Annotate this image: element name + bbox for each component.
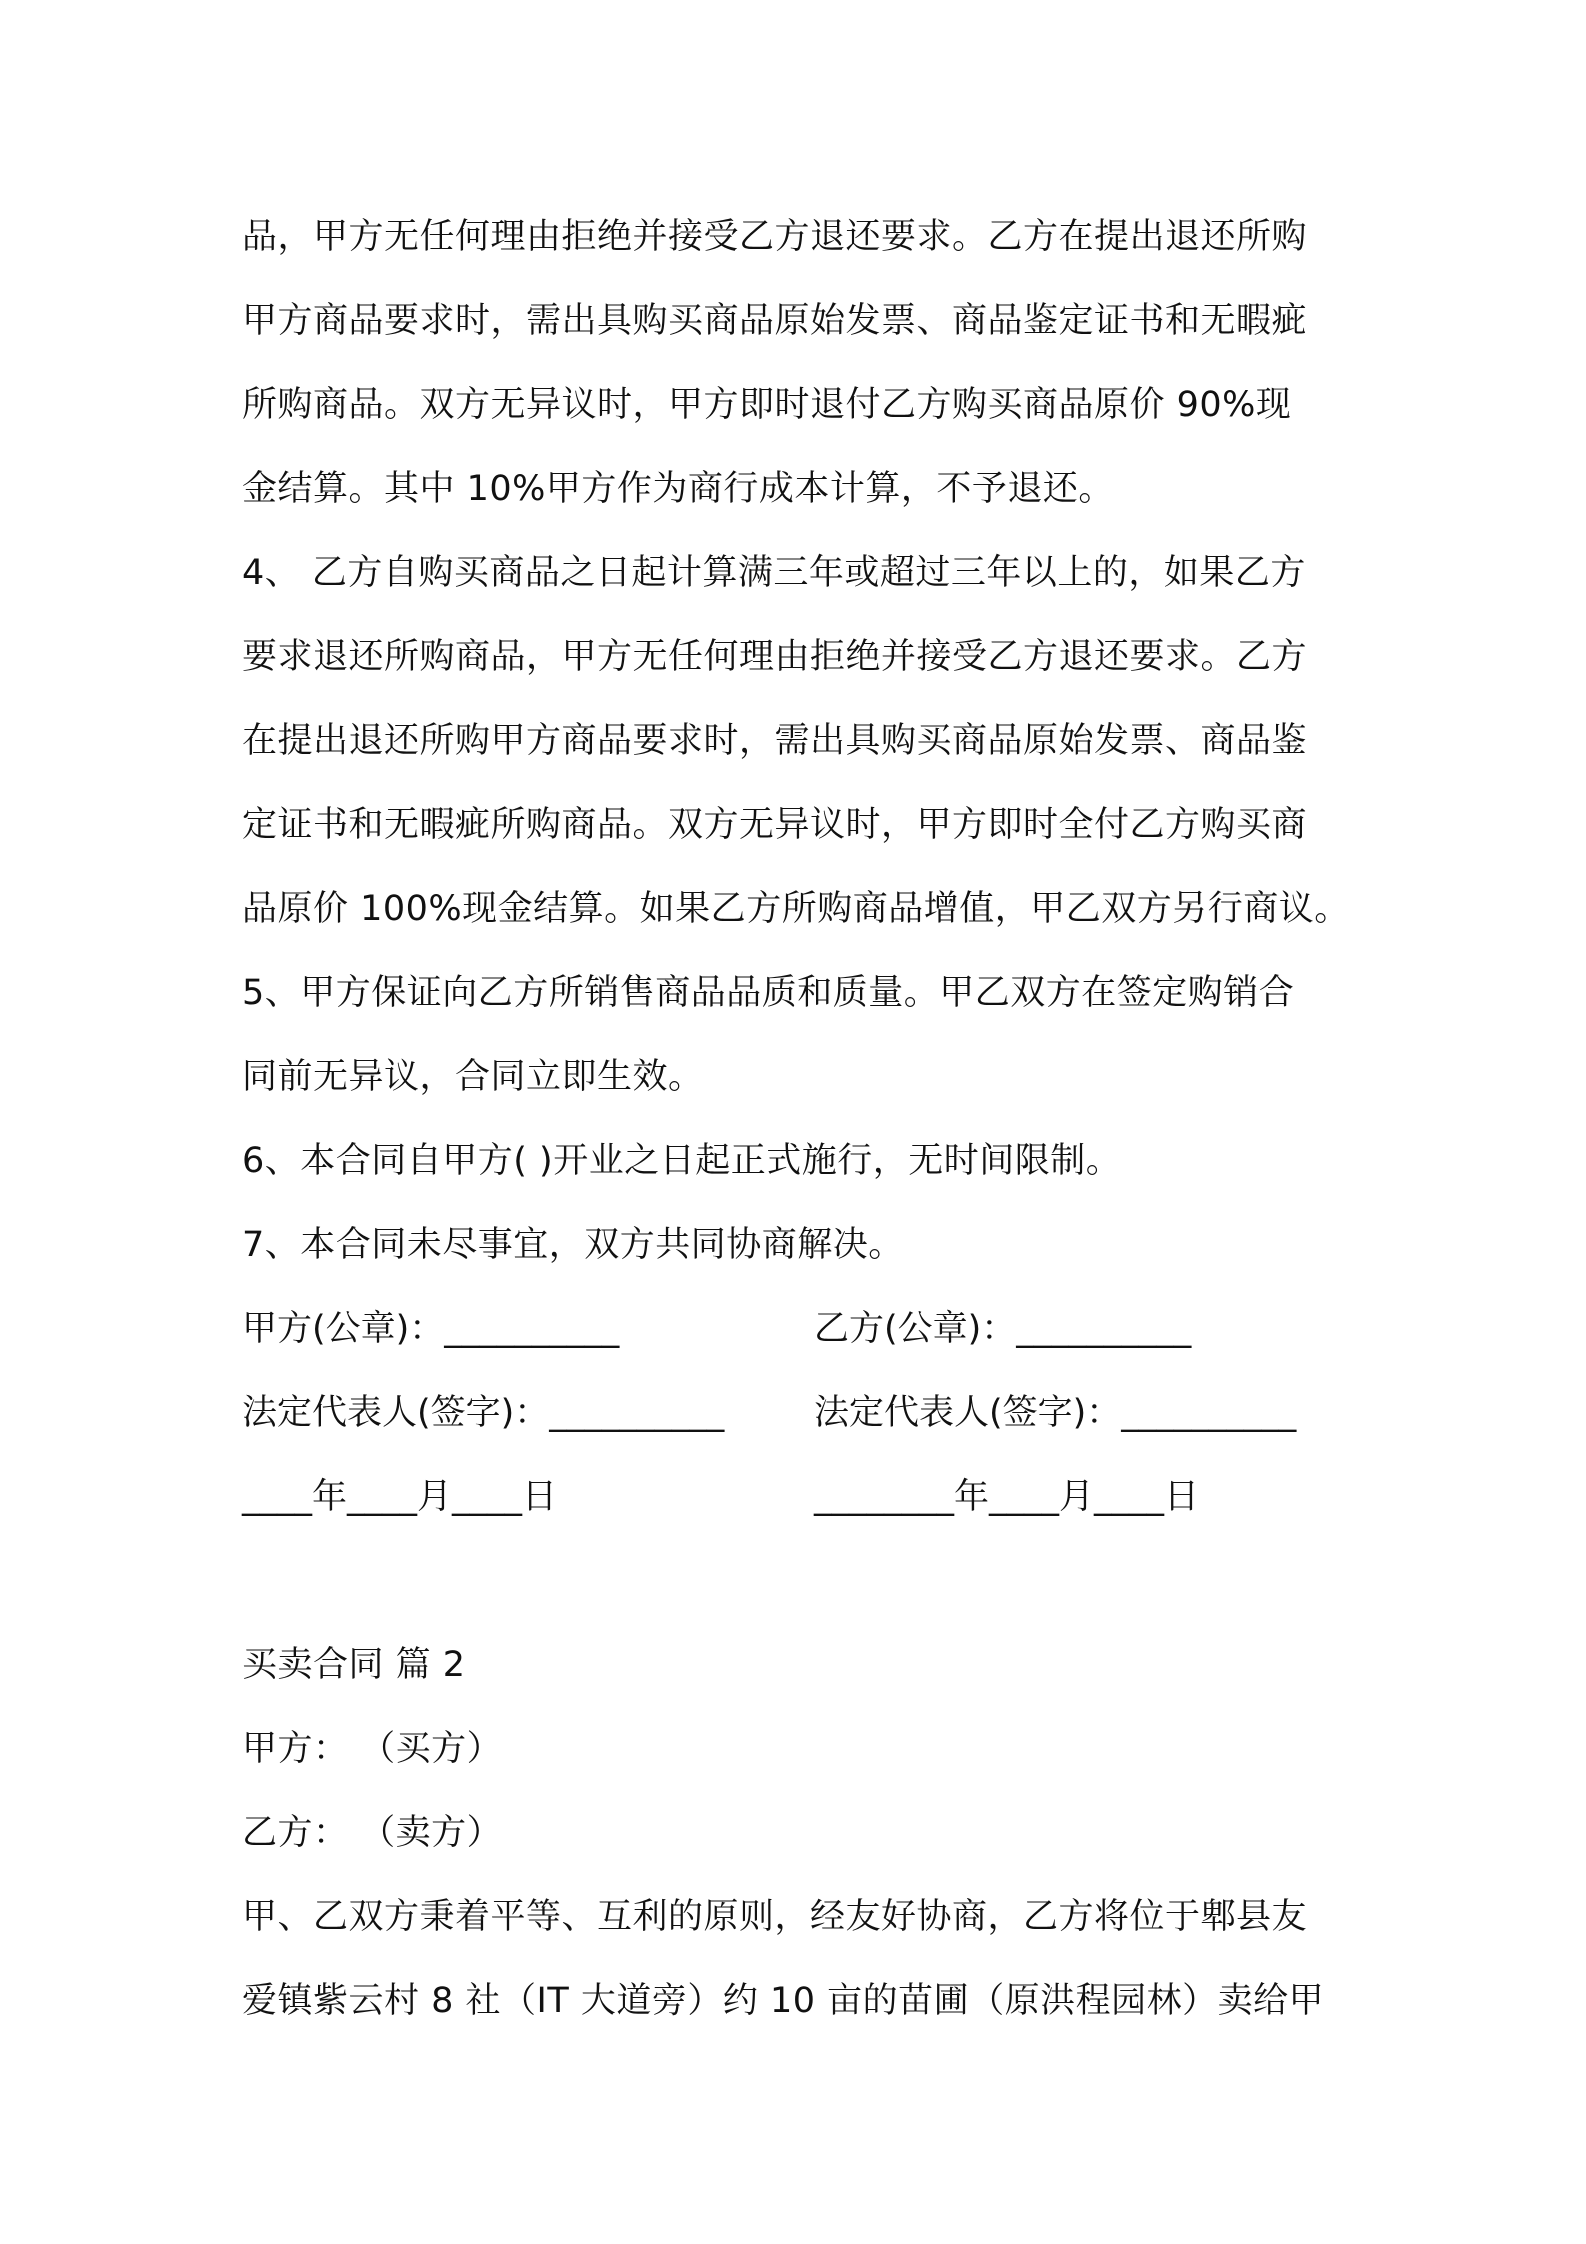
clause-4-line: 品原价 100%现金结算。如果乙方所购商品增值，甲乙双方另行商议。 [242,889,1350,929]
section-2 [242,1623,1354,2043]
section-gap [242,1539,1354,1623]
party-b-date-field: ________年____月____日 [814,1477,1200,1517]
clause-4-line: 要求退还所购商品，甲方无任何理由拒绝并接受乙方退还要求。乙方 [242,637,1308,677]
clause-4-line: 在提出退还所购甲方商品要求时，需出具购买商品原始发票、商品鉴 [242,721,1308,761]
body-line: 甲方商品要求时，需出具购买商品原始发票、商品鉴定证书和无暇疵 [242,301,1308,341]
clause-7-line: 7、本合同未尽事宜，双方共同协商解决。 [242,1225,904,1265]
date-row [242,1455,1354,1539]
party-b-line: 乙方： （卖方） [242,1813,503,1853]
section-2-body-line: 甲、乙双方秉着平等、互利的原则，经友好协商，乙方将位于郫县友 [242,1897,1308,1937]
document-page [242,195,1354,2043]
section-2-body-line: 爱镇紫云村 8 社（IT 大道旁）约 10 亩的苗圃（原洪程园林）卖给甲 [242,1981,1325,2021]
clause-4-line: 4、 乙方自购买商品之日起计算满三年或超过三年以上的，如果乙方 [242,553,1306,593]
body-line: 金结算。其中 10%甲方作为商行成本计算，不予退还。 [242,469,1114,509]
body-line: 品，甲方无任何理由拒绝并接受乙方退还要求。乙方在提出退还所购 [242,217,1308,257]
seal-row [242,1287,1354,1371]
party-b-representative-field: 法定代表人(签字)：__________ [814,1393,1297,1433]
clause-4-line: 定证书和无暇疵所购商品。双方无异议时，甲方即时全付乙方购买商 [242,805,1308,845]
clause-5-line: 同前无异议，合同立即生效。 [242,1057,704,1097]
signature-block [242,1287,1354,1539]
party-a-date-field: ____年____月____日 [242,1477,558,1517]
representative-row [242,1371,1354,1455]
party-b-seal-field: 乙方(公章)：__________ [814,1309,1192,1349]
clause-5-line: 5、甲方保证向乙方所销售商品品质和质量。甲乙双方在签定购销合 [242,973,1295,1013]
contract-clauses [242,195,1354,1287]
clause-6-line: 6、本合同自甲方( )开业之日起正式施行，无时间限制。 [242,1141,1122,1181]
party-a-representative-field: 法定代表人(签字)：__________ [242,1393,725,1433]
party-a-seal-field: 甲方(公章)：__________ [242,1309,620,1349]
body-line: 所购商品。双方无异议时，甲方即时退付乙方购买商品原价 90%现 [242,385,1292,425]
section-2-title: 买卖合同 篇 2 [242,1645,466,1685]
party-a-line: 甲方： （买方） [242,1729,503,1769]
